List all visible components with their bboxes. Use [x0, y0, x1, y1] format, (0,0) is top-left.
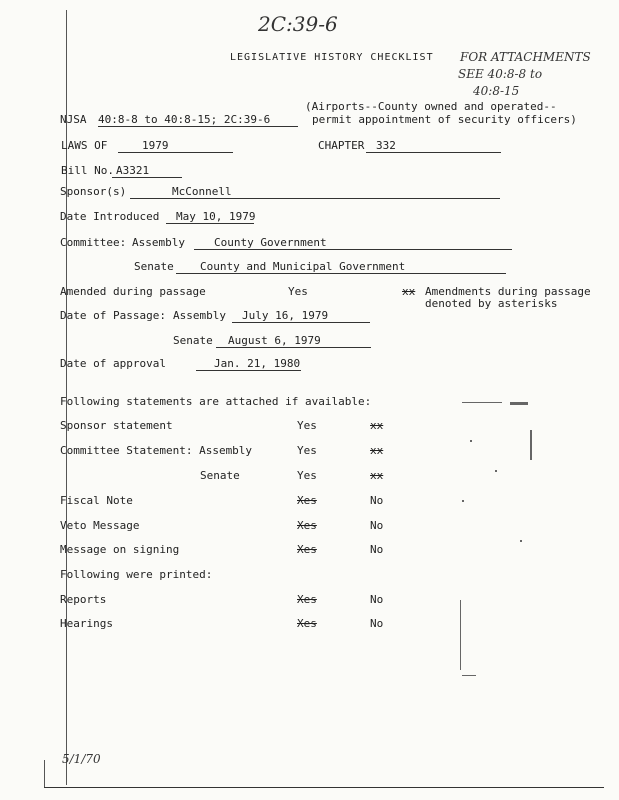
- description-line-1: (Airports--County owned and operated--: [305, 100, 557, 113]
- committee-assembly-value: County Government: [194, 236, 512, 250]
- amended-label: Amended during passage: [60, 285, 206, 298]
- passage-assembly-value: July 16, 1979: [232, 309, 370, 323]
- statement-no: xx: [370, 444, 384, 457]
- sponsor-value: McConnell: [130, 185, 500, 199]
- passage-senate-value: August 6, 1979: [216, 334, 371, 348]
- bill-value: A3321: [112, 164, 182, 178]
- scan-speck: [495, 470, 497, 472]
- amended-no: xx: [402, 285, 416, 298]
- statement-no: No: [370, 519, 384, 532]
- laws-label: LAWS OF: [61, 139, 108, 152]
- statement-label: Fiscal Note: [60, 494, 133, 507]
- scan-speck: [460, 600, 461, 670]
- statement-yes: Yes: [297, 419, 317, 432]
- committee-assembly-label: Assembly: [132, 236, 185, 249]
- bottom-left-corner-line: [44, 760, 45, 788]
- statement-no: xx: [370, 419, 384, 432]
- chapter-label: CHAPTER: [318, 139, 365, 152]
- statement-yes: Yes: [297, 469, 317, 482]
- scan-speck: [462, 500, 464, 502]
- statement-no: No: [370, 494, 384, 507]
- date-introduced-value: May 10, 1979: [166, 210, 254, 224]
- approval-label: Date of approval: [60, 357, 166, 370]
- statement-no: xx: [370, 469, 384, 482]
- printed-label: Hearings: [60, 617, 113, 630]
- description-line-2: permit appointment of security officers): [312, 113, 577, 126]
- nsa-label: NJSA: [60, 113, 87, 126]
- passage-assembly-label: Assembly: [173, 309, 226, 322]
- laws-value: 1979: [118, 139, 233, 153]
- committee-label: Committee:: [60, 236, 127, 249]
- amended-yes: Yes: [288, 285, 308, 298]
- attachment-note-line-2: SEE 40:8-8 to: [458, 67, 543, 81]
- scan-speck: [510, 402, 528, 405]
- attachment-note-line-1: FOR ATTACHMENTS: [460, 50, 591, 64]
- footer-code: 5/1/70: [62, 752, 101, 766]
- printed-heading: Following were printed:: [60, 568, 213, 581]
- statement-yes: Xes: [297, 494, 317, 507]
- committee-senate-label: Senate: [134, 260, 174, 273]
- attachment-note-line-3: 40:8-15: [473, 84, 520, 98]
- printed-yes: Xes: [297, 617, 317, 630]
- chapter-value: 332: [366, 139, 501, 153]
- bill-label: Bill No.: [61, 164, 114, 177]
- scan-speck: [462, 402, 502, 403]
- printed-yes: Xes: [297, 593, 317, 606]
- statement-label: Senate: [200, 469, 240, 482]
- handwritten-code: 2C:39-6: [258, 12, 338, 36]
- document-title: LEGISLATIVE HISTORY CHECKLIST: [230, 52, 434, 63]
- statement-label: Sponsor statement: [60, 419, 173, 432]
- statement-no: No: [370, 543, 384, 556]
- statement-label: Committee Statement: Assembly: [60, 444, 253, 457]
- printed-no: No: [370, 617, 384, 630]
- scan-speck: [530, 430, 532, 460]
- amended-note-line-2: denoted by asterisks: [425, 297, 558, 310]
- approval-value: Jan. 21, 1980: [196, 357, 301, 371]
- printed-label: Reports: [60, 593, 107, 606]
- statement-yes: Xes: [297, 519, 317, 532]
- printed-no: No: [370, 593, 384, 606]
- date-introduced-label: Date Introduced: [60, 210, 160, 223]
- passage-senate-label: Senate: [173, 334, 213, 347]
- scan-speck: [462, 675, 476, 676]
- statement-yes: Yes: [297, 444, 317, 457]
- statement-label: Veto Message: [60, 519, 140, 532]
- bottom-edge-line: [44, 787, 604, 788]
- passage-label: Date of Passage:: [60, 309, 166, 322]
- scan-speck: [470, 440, 472, 442]
- sponsor-label: Sponsor(s): [60, 185, 127, 198]
- committee-senate-value: County and Municipal Government: [176, 260, 506, 274]
- nsa-value: 40:8-8 to 40:8-15; 2C:39-6: [98, 113, 298, 127]
- amended-note-line-1: Amendments during passage: [425, 285, 591, 298]
- statements-heading: Following statements are attached if available:: [60, 395, 372, 408]
- statement-label: Message on signing: [60, 543, 180, 556]
- statement-yes: Xes: [297, 543, 317, 556]
- scan-speck: [520, 540, 522, 542]
